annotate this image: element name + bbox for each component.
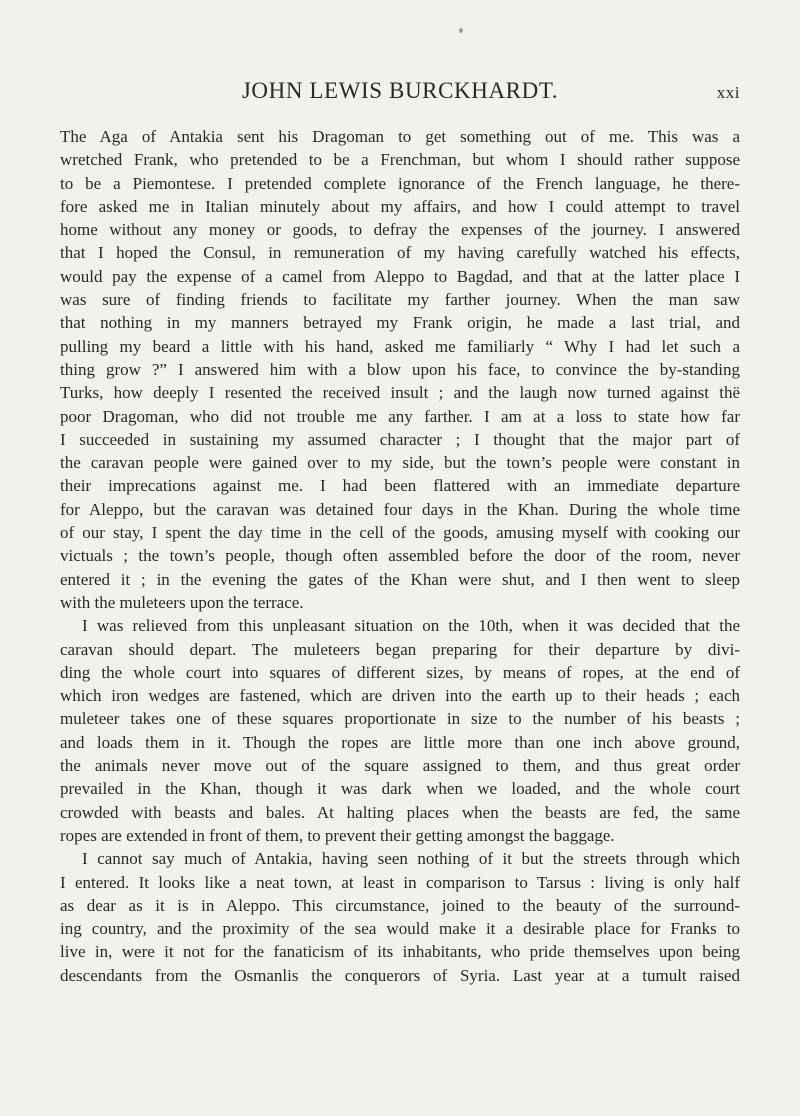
body-text [60, 125, 740, 987]
text-line: the caravan people were gained over to my side, but the town’s people were constant in [60, 453, 740, 473]
text-line: prevailed in the Khan, though it was dark when we loaded, and the whole court [60, 779, 740, 799]
text-line: for Aleppo, but the caravan was detained four days in the Khan. During the whole time [60, 499, 740, 519]
text-line: Turks, how deeply I resented the received insult ; and the laugh now turned against thë [60, 383, 740, 403]
text-line: pulling my beard a little with his hand, asked me familiarly “ Why I had let such a [60, 336, 740, 356]
text-line: I succeeded in sustaining my assumed character ; I thought that the major part of [60, 429, 740, 449]
page-number: xxi [716, 83, 740, 102]
text-line: and loads them in it. Though the ropes are little more than one inch above ground, [60, 732, 740, 752]
text-line: would pay the expense of a camel from Aleppo to Bagdad, and that at the latter place I [60, 266, 740, 286]
text-line: poor Dragoman, who did not trouble me any farther. I am at a loss to state how far [60, 406, 740, 426]
text-line: wretched Frank, who pretended to be a Frenchman, but whom I should rather suppose [60, 150, 740, 170]
paragraph [60, 847, 740, 987]
text-line: their imprecations against me. I had been flattered with an immediate departure [60, 476, 740, 496]
text-line: to be a Piemontese. I pretended complete ignorance of the French language, he there- [60, 173, 740, 193]
text-line: ing country, and the proximity of the sea would make it a desirable place for Franks to [60, 919, 740, 939]
running-head: JOHN LEWIS BURCKHARDT. [241, 78, 559, 103]
text-line: caravan should depart. The muleteers began preparing for their departure by divi- [60, 639, 740, 659]
text-line: muleteer takes one of these squares proportionate in size to the number of his beasts ; [60, 709, 740, 729]
text-line: victuals ; the town’s people, though often assembled before the door of the room, never [60, 546, 740, 566]
text-line: entered it ; in the evening the gates of the Khan were shut, and I then went to sleep [60, 569, 740, 589]
text-line: I cannot say much of Antakia, having seen nothing of it but the streets through which [82, 849, 740, 869]
text-line: which iron wedges are fastened, which are driven into the earth up to their heads ; each [60, 686, 740, 706]
text-line: fore asked me in Italian minutely about my affairs, and how I could attempt to travel [60, 196, 740, 216]
paragraph [60, 614, 740, 847]
text-line: that nothing in my manners betrayed my Frank origin, he made a last trial, and [60, 313, 740, 333]
text-line: ding the whole court into squares of different sizes, by means of ropes, at the end of [60, 662, 740, 682]
text-line: The Aga of Antakia sent his Dragoman to get something out of me. This was a [60, 127, 740, 146]
text-line: descendants from the Osmanlis the conquerors of Syria. Last year at a tumult raised [60, 965, 740, 985]
ink-speck [459, 28, 463, 33]
text-line: home without any money or goods, to defray the expenses of the journey. I answered [60, 220, 740, 240]
text-line: ropes are extended in front of them, to prevent their getting amongst the baggage. [60, 825, 615, 845]
text-line: with the muleteers upon the terrace. [60, 592, 304, 612]
text-line: thing grow ?” I answered him with a blow upon his face, to convince the by-standing [60, 359, 740, 379]
text-line: was sure of finding friends to facilitate my farther journey. When the man saw [60, 290, 740, 310]
paragraph [60, 125, 740, 614]
text-line: live in, were it not for the fanaticism of its inhabitants, who pride themselves upon being [60, 942, 740, 962]
text-line: I was relieved from this unpleasant situation on the 10th, when it was decided that the [82, 616, 740, 636]
text-line: that I hoped the Consul, in remuneration of my having carefully watched his effects, [60, 243, 740, 263]
text-line: crowded with beasts and bales. At halting places when the beasts are fed, the same [60, 802, 740, 822]
text-line: as dear as it is in Aleppo. This circumstance, joined to the beauty of the surround- [60, 895, 740, 915]
text-line: of our stay, I spent the day time in the cell of the goods, amusing myself with cooking our [60, 523, 740, 543]
page-header [60, 78, 740, 114]
text-line: I entered. It looks like a neat town, at least in comparison to Tarsus : living is only half [60, 872, 740, 892]
text-line: the animals never move out of the square assigned to them, and thus great order [60, 756, 740, 776]
